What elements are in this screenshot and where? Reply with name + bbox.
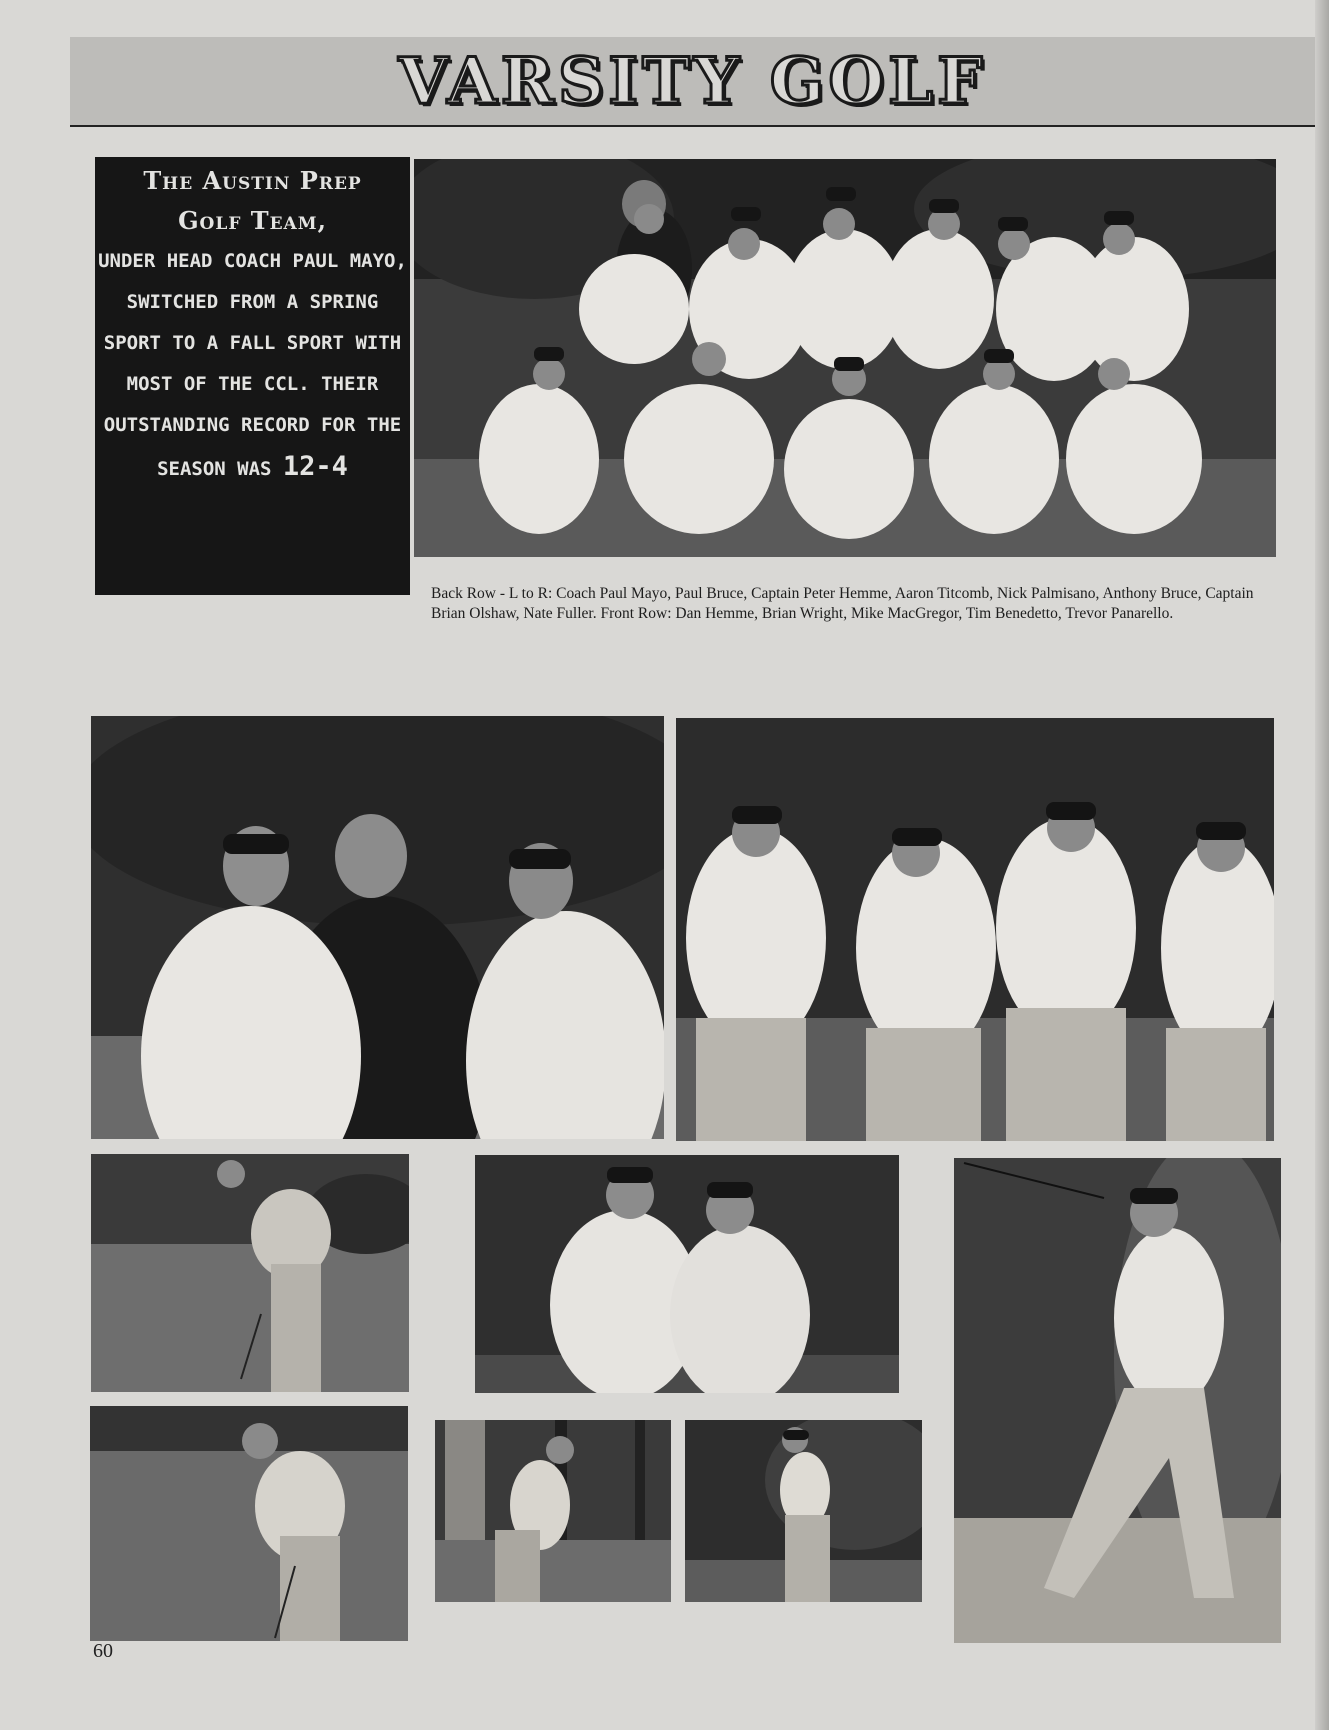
page-edge: [1315, 0, 1329, 1730]
lining-up-putt-photo: [90, 1406, 408, 1641]
team-photo-caption: Back Row - L to R: Coach Paul Mayo, Paul Bruce, Captain Peter Hemme, Aaron Titcomb, Nick Palmisano, Anthony Bruce, Captain Brian Olshaw, Nate Fuller. Front Row: Dan Hemme, Brian Wright, Mike MacGregor, Tim Benedetto, Trevor Panarello.: [431, 585, 1254, 622]
intro-text-box: [95, 157, 410, 595]
header-band: [70, 37, 1315, 127]
coach-with-players-photo: [91, 716, 664, 1139]
putting-photo: [91, 1154, 409, 1392]
woods-swing-photo: [435, 1420, 671, 1602]
driving-swing-photo: [954, 1158, 1281, 1643]
two-players-photo: [475, 1155, 899, 1393]
page-number: 60: [93, 1640, 113, 1662]
intro-heading-line1: The Austin Prep: [143, 166, 362, 195]
intro-heading: [95, 161, 410, 241]
intro-body: [95, 241, 410, 490]
four-players-photo: [676, 718, 1274, 1141]
intro-body-text: UNDER HEAD COACH PAUL MAYO, SWITCHED FROM A SPRING SPORT TO A FALL SPORT WITH MOST OF THE CCL. THEIR OUTSTANDING RECORD FOR THE SEASON WAS: [98, 250, 407, 480]
team-photo: [414, 159, 1276, 557]
follow-through-photo: [685, 1420, 922, 1602]
page-title: VARSITY GOLF: [398, 43, 987, 119]
season-record: 12-4: [282, 451, 348, 482]
intro-heading-line2: Golf Team,: [178, 206, 327, 235]
